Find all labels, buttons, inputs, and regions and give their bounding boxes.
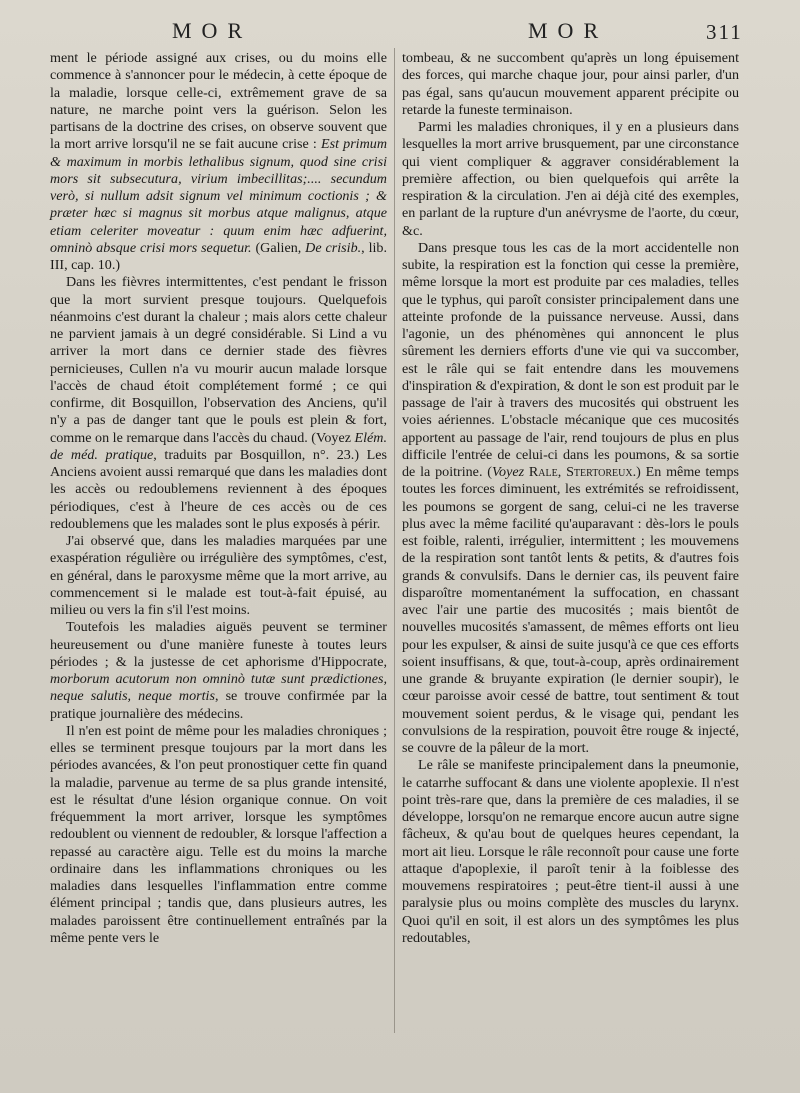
column-divider: [394, 48, 395, 1033]
cross-reference: Rale, Stertoreux: [528, 464, 633, 480]
paragraph-text: Toutefois les maladies aiguës peuvent se terminer heureusement ou d'une manière funeste à toutes leurs périodes ; & la justesse de cet aphorisme d'Hippocrate,: [50, 619, 387, 670]
cross-reference-label: Voyez: [491, 464, 525, 480]
cited-work: De crisib.: [305, 239, 362, 256]
paragraph: Parmi les maladies chroniques, il y en a plusieurs dans lesquelles la mort arrive brusquement, par une circonstance qui vient compliquer & aggraver considérablement la première affection, ou bien quelquefois qui arrête la respiration & la circulation. J'en ai déjà cité des exemples, en parlant de la rupture d'un anévrysme de l'aorte, du cœur, &c.: [402, 119, 739, 239]
left-column: [50, 50, 387, 947]
paragraph-text: ment le période assigné aux crises, ou du moins elle commence à s'annoncer pour le médecin, à cette époque de la maladie, lorsque celle-ci, extrêmement grave de sa nature, ne marche point vers la guérison. Selon les partisans de la doctrine des crises, on observe souvent que la mort arrive lorsqu'il ne se fait aucune crise :: [50, 50, 387, 153]
paragraph: [402, 240, 739, 758]
paragraph-text: , traduits par Bosquillon, n°. 23.) Les Anciens avoient aussi remarqué que dans les maladies dont les accès ou redoublemens reviennent à des époques périodiques, c'est à l'heure de ces accès ou de ces redoublemens que les malades sont le plus exposés à périr.: [50, 446, 387, 532]
latin-quotation: morborum acutorum non omninò tutæ sunt prædictiones, neque salutis, neque mortis: [50, 671, 387, 705]
citation-text: (Galien,: [251, 239, 306, 256]
paragraph: Il n'en est point de même pour les maladies chroniques ; elles se terminent presque toujours par la mort dans les périodes avancées, & l'on peut pronostiquer cette fin quand la maladie, parvenue au terme de sa plus grande intensité, est le résultat d'une lésion organique connue. On voit fréquemment la mort arriver, lorsque les symptômes redoublent ou viennent de redoubler, & lorsque l'affection a repassé au caractère aigu. Telle est du moins la marche ordinaire dans les inflammations chroniques ou les maladies dans lesquelles l'inflammation entre comme élément principal ; tandis que, dans plusieurs autres, les malades paroissent être continuellement entraînés par la même pente vers le: [50, 722, 387, 946]
paragraph-text: , se trouve confirmée par la pratique journalière des médecins.: [50, 688, 387, 722]
citation-text: , lib. III, cap. 10.): [50, 239, 387, 273]
paragraph-text: .) En même temps toutes les forces diminuent, les extrémités se refroidissent, les poumons se gorgent de sang, celui-ci ne les traverse plus avec la même facilité qu'auparavant : dès-lors le pouls est foible, ralenti, irrégulier, intermittent ; les mouvemens de la respiration sont tantôt lents & petits, & d'autres fois grands & convulsifs. Dans le dernier cas, ils peuvent faire disparoître momentanément la suffocation, en chassant avec l'air une partie des mucosités ; mais bientôt de nouvelles mucosités s'amassent, de mêmes efforts ont lieu pour les expulser, & ainsi de suite jusqu'à ce que ces efforts soient insuffisans, & que, tout-à-coup, après ordinairement une grande & bruyante expiration (le dernier soupir), le cœur paroisse avoir cessé de battre, tout sentiment & tout mouvement soient perdus, & le visage qui, pendant les convulsions de la respiration, pouvoit être rouge & injecté, se couvre de la pâleur de la mort.: [402, 464, 740, 756]
paragraph-text: Dans presque tous les cas de la mort accidentelle non subite, la respiration est la fonction qui cesse la première, même lorsque la mort est produite par ces maladies, telles que le typhus, qui paroît consister principalement dans une atteinte profonde de la puissance nerveuse. Aussi, dans l'agonie, un des phénomènes qui annoncent le plus sûrement les derniers efforts d'une vie qui va succomber, est le râle qui se fait entendre dans les mouvemens d'inspiration & d'expiration, & dont le son est produit par le passage de l'air à travers des mucosités qui obstruent les voies aériennes. L'obstacle mécanique que ces mucosités apportent au passage de l'air, rend toujours de plus en plus difficile l'entrée de celui-ci dans les poumons, & sa sortie de la poitrine. (: [402, 239, 739, 480]
latin-quotation: Est primum & maximum in morbis lethalibus signum, quod sine crisi mors sit subsecutura, virium imbecillitas;.... secundum verò, si nullum adsit signum vel minimum coctionis ; & præter hæc si magnus sit morbus atque malignus, atque etiam celeriter moveatur : quum enim hæc adfuerint, omninò absque crisi mors sequetur.: [50, 136, 387, 256]
paragraph-text: Dans les fièvres intermittentes, c'est pendant le frisson que la mort survient presque toujours. Quelquefois néanmoins c'est durant la chaleur ; mais alors cette chaleur ne parvient jamais à un degré considérable. Si Lind a vu arriver la mort dans ce dernier stade des fièvres pernicieuses, Cullen n'a vu mourir aucun malade lorsque l'accès de chaud étoit complétement formé ; ce qui confirme, dit Bosquillon, l'observation des Anciens, qu'il n'y a pas de danger tant que le pouls est plein & fort, comme on le remarque dans l'accès du chaud. (Voyez: [50, 274, 387, 446]
right-column: [402, 50, 739, 947]
paragraph: [50, 619, 387, 723]
paragraph: Le râle se manifeste principalement dans la pneumonie, le catarrhe suffocant & dans une violente apoplexie. Il n'est point très-rare que, dans la première de ces maladies, il se développe, lorsqu'on ne remarque encore aucun autre signe fâcheux, & qu'au bout de quelques heures cependant, la mort ait lieu. Lorsque le râle reconnoît pour cause une forte attaque d'apoplexie, il paroît tenir à la foiblesse des mouvemens respiratoires ; peut-être tient-il aussi à une paralysie plus ou moins complète des muscles du larynx. Quoi qu'il en soit, il est alors un des symptômes les plus redoutables,: [402, 757, 739, 946]
page-number: 311: [706, 20, 743, 44]
running-head-right: MOR: [528, 18, 609, 43]
paragraph: tombeau, & ne succombent qu'après un long épuisement des forces, qui marche chaque jour, pour ainsi parler, d'un pas égal, sans qu'aucun mouvement apparent précipite ou retarde la funeste terminaison.: [402, 50, 739, 118]
running-head-left: MOR: [172, 18, 253, 43]
paragraph: [50, 50, 387, 274]
cited-work: Elém. de méd. pratique: [50, 429, 387, 463]
paragraph: J'ai observé que, dans les maladies marquées par une exaspération régulière ou irrégulière des symptômes, c'est, en général, dans le paroxysme même que la mort arrive, au commencement si le malade est tout-à-fait épuisé, au milieu ou vers la fin s'il l'est moins.: [50, 533, 387, 618]
paragraph: [50, 274, 387, 533]
